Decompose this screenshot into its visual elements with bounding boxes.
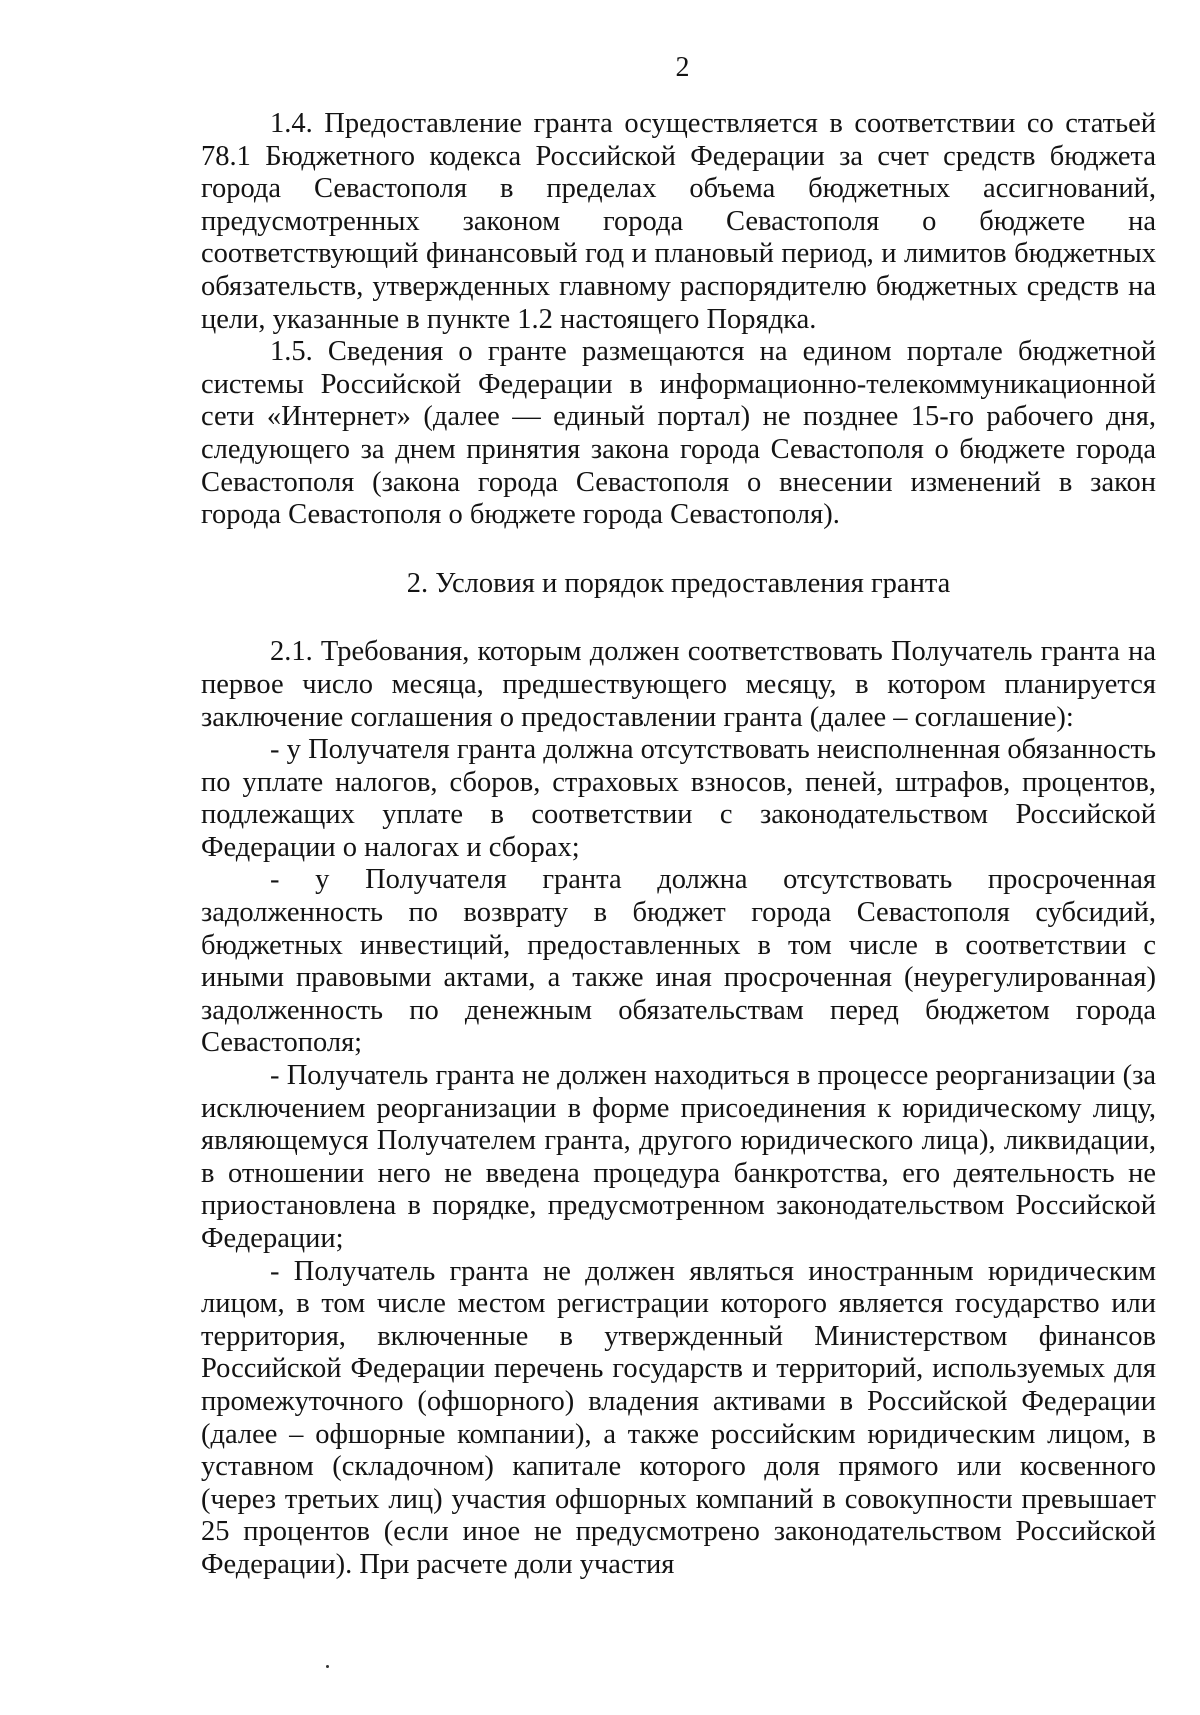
page-number: 2	[675, 52, 690, 83]
paragraph-2-1: 2.1. Требования, которым должен соответствовать Получатель гранта на первое число месяца, предшествующего месяцу, в котором планируется заключение соглашения о предоставлении гранта (далее – соглашение):	[201, 636, 1156, 733]
paragraph-1-5: 1.5. Сведения о гранте размещаются на едином портале бюджетной системы Российской Федерации в информационно-телекоммуникационной сети «Интернет» (далее — единый портал) не позднее 15-го рабочего дня, следующего за днем принятия закона города Севастополя о бюджете города Севастополя (закона города Севастополя о внесении изменений в закон города Севастополя о бюджете города Севастополя).	[201, 336, 1156, 531]
document-body	[201, 108, 1156, 1582]
list-item-reorganization: - Получатель гранта не должен находиться в процессе реорганизации (за исключением реорганизации в форме присоединения к юридическому лицу, являющемуся Получателем гранта, другого юридического лица), ликвидации, в отношении него не введена процедура банкротства, его деятельность не приостановлена в порядке, предусмотренном законодательством Российской Федерации;	[201, 1060, 1156, 1254]
section-heading: 2. Условия и порядок предоставления гранта	[406, 567, 951, 599]
scan-artifact-dot	[326, 1665, 329, 1668]
list-item-offshore: - Получатель гранта не должен являться иностранным юридическим лицом, в том числе местом регистрации которого является государство или территория, включенные в утвержденный Министерством финансов Российской Федерации перечень государств и территорий, используемых для промежуточного (офшорного) владения активами в Российской Федерации (далее – офшорные компании), а также российским юридическим лицом, в уставном (складочном) капитале которого доля прямого или косвенного (через третьих лиц) участия офшорных компаний в совокупности превышает 25 процентов (если иное не предусмотрено законодательством Российской Федерации). При расчете доли участия	[201, 1255, 1156, 1580]
list-item-tax-obligations: - у Получателя гранта должна отсутствовать неисполненная обязанность по уплате налогов, сборов, страховых взносов, пеней, штрафов, процентов, подлежащих уплате в соответствии с законодательством Российской Федерации о налогах и сборах;	[201, 734, 1156, 863]
list-item-budget-debt: - у Получателя гранта должна отсутствовать просроченная задолженность по возврату в бюджет города Севастополя субсидий, бюджетных инвестиций, предоставленных в том числе в соответствии с иными правовыми актами, а также иная просроченная (неурегулированная) задолженность по денежным обязательствам перед бюджетом города Севастополя;	[201, 864, 1156, 1059]
paragraph-1-4: 1.4. Предоставление гранта осуществляется в соответствии со статьей 78.1 Бюджетного кодекса Российской Федерации за счет средств бюджета города Севастополя в пределах объема бюджетных ассигнований, предусмотренных законом города Севастополя о бюджете на соответствующий финансовый год и плановый период, и лимитов бюджетных обязательств, утвержденных главному распорядителю бюджетных средств на цели, указанные в пункте 1.2 настоящего Порядка.	[201, 108, 1156, 335]
